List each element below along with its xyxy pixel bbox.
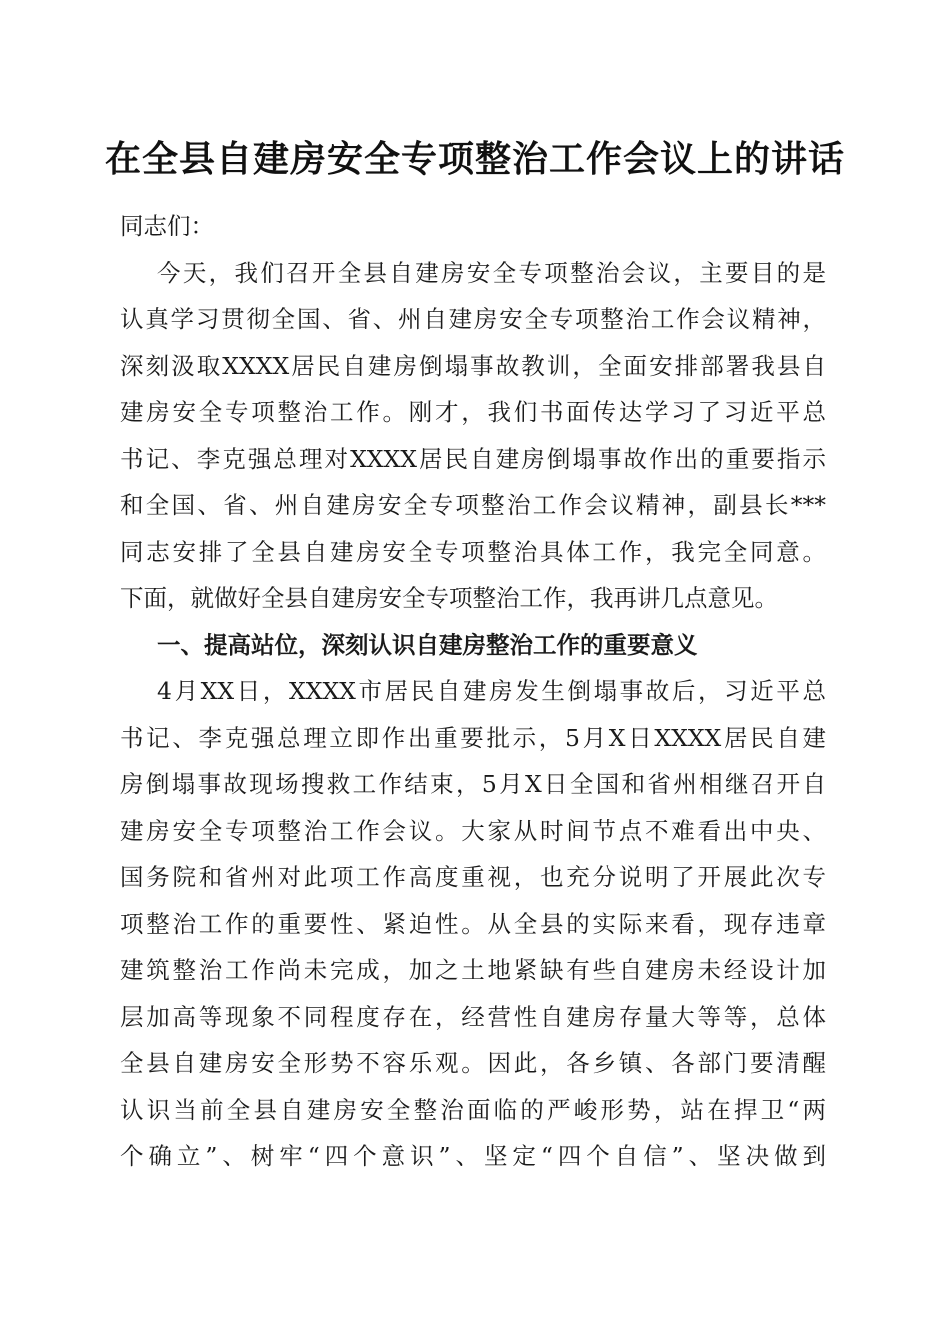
- document-title: 在全县自建房安全专项整治工作会议上的讲话: [104, 138, 845, 180]
- paragraph-line: 项整治工作的重要性、紧迫性。从全县的实际来看，现存违章: [120, 909, 826, 938]
- paragraph-line: 认真学习贯彻全国、省、州自建房安全专项整治工作会议精神，: [120, 305, 826, 333]
- section-heading: 一、提高站位，深刻认识自建房整治工作的重要意义: [157, 630, 698, 659]
- paragraph-1: [120, 250, 826, 622]
- paragraph-line: 4月XX日，XXXX市居民自建房发生倒塌事故后，习近平总: [157, 677, 826, 705]
- paragraph-line: 认识当前全县自建房安全整治面临的严峻形势，站在捍卫“两: [120, 1095, 826, 1124]
- salutation: 同志们：: [120, 212, 214, 240]
- paragraph-line: 个确立”、树牢“四个意识”、坚定“四个自信”、坚决做到: [120, 1142, 826, 1170]
- paragraph-line: 同志安排了全县自建房安全专项整治具体工作，我完全同意。: [120, 537, 826, 566]
- paragraph-line: 和全国、省、州自建房安全专项整治工作会议精神，副县长***: [120, 491, 826, 519]
- paragraph-line: 建房安全专项整治工作会议。大家从时间节点不难看出中央、: [120, 816, 826, 845]
- paragraph-line: 深刻汲取XXXX居民自建房倒塌事故教训，全面安排部署我县自: [120, 351, 826, 380]
- paragraph-line: 今天，我们召开全县自建房安全专项整治会议，主要目的是: [157, 258, 826, 287]
- paragraph-line: 全县自建房安全形势不容乐观。因此，各乡镇、各部门要清醒: [120, 1049, 826, 1077]
- paragraph-line: 国务院和省州对此项工作高度重视，也充分说明了开展此次专: [120, 863, 826, 891]
- document-body: [120, 203, 826, 1180]
- paragraph-line: 建筑整治工作尚未完成，加之土地紧缺有些自建房未经设计加: [120, 956, 826, 984]
- paragraph-line: 下面，就做好全县自建房安全专项整治工作，我再讲几点意见。: [120, 584, 778, 612]
- paragraph-line: 书记、李克强总理立即作出重要批示，5月X日XXXX居民自建: [120, 723, 826, 752]
- paragraph-line: 层加高等现象不同程度存在，经营性自建房存量大等等，总体: [120, 1002, 826, 1031]
- paragraph-2: [120, 668, 826, 1180]
- paragraph-line: 书记、李克强总理对XXXX居民自建房倒塌事故作出的重要指示: [120, 444, 826, 473]
- paragraph-line: 房倒塌事故现场搜救工作结束，5月X日全国和省州相继召开自: [120, 770, 826, 798]
- paragraph-line: 建房安全专项整治工作。刚才，我们书面传达学习了习近平总: [120, 398, 826, 426]
